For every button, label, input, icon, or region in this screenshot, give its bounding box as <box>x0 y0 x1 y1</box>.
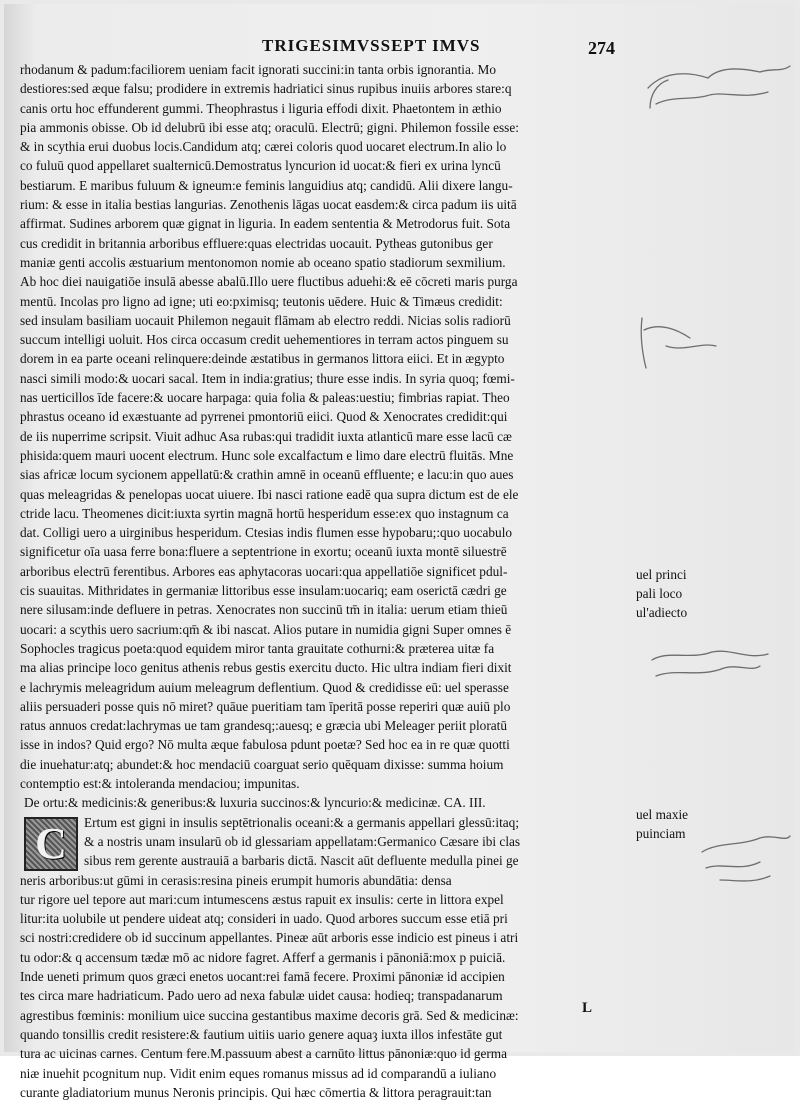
text-line: bestiarum. E maribus fuluum & igneum:e feminis languidius atq; candidū. Alii dixere langu- <box>20 177 513 193</box>
text-line: affirmat. Sudines arborem quæ gignat in liguria. In eadem sententia & Metrodorus fuit. Sota <box>20 216 511 232</box>
drop-cap-initial: C <box>24 817 78 871</box>
text-line: sci nostri:credidere ob id succinum appellantes. Pineæ aūt arboris esse indicio est pineus i atri <box>20 930 519 946</box>
margin-note-line: uel princi <box>636 567 687 582</box>
text-line: phisida:quem mauri uocent electrum. Hunc sole excalfactum e limo dare electrū fluitās. Mne <box>20 447 514 463</box>
text-line: curante gladiatorium munus Neronis principis. Qui hæc cōmertia & littora peragrauit:tan <box>20 1084 492 1100</box>
text-line: destiores:sed æque falsu; prodidere in extremis hadriatici sinus rupibus inuiis arbores stare:q <box>20 81 512 97</box>
text-line: cis suauitas. Mithridates in germaniæ littoribus esse insulam:uocariq; eam oserictā cædri ge <box>20 583 507 599</box>
text-line: rhodanum & padum:faciliorem ueniam facit ignorati succini:in tanta orbis ignorantia. Mo <box>20 62 496 77</box>
text-line: contemptio est:& intoleranda mendaciou; impunitas. <box>20 775 300 791</box>
handwritten-note-lower <box>652 651 768 676</box>
text-line: sibus rem gerente austrauiā a barbaris dictā. Nascit aūt defluente medulla pinei ge <box>84 853 519 869</box>
text-line: maniæ genti accolis æstuarium mentonomon nomie ab oceano spatio stadiorum sexmilium. <box>20 254 506 270</box>
text-line: uocari: a scythis uero sacrium:qm̄ & ibi nascat. Alios putare in numidia gigni Super omnes ē <box>20 621 512 637</box>
text-line: Ab hoc diei nauigatiōe insulā abesse abalū.Illo uere fluctibus aduehi:& eē cōcreti maris purga <box>20 274 518 290</box>
text-line: de iis nuperrime scripsit. Viuit adhuc Asa rubas:qui tradidit iuxta atlanticū mare esse lacū cæ <box>20 428 512 444</box>
text-line: tur rigore uel tepore aut mari:cum intumescens æstus rapuit ex insulis: certe in littora expel <box>20 891 504 907</box>
chapter-heading: De ortu:& medicinis:& generibus:& luxuria succinos:& lyncurio:& medicinæ. CA. III. <box>24 795 486 811</box>
text-line: succum intelligi uoluit. Hos circa occasum credit uehementiores in terram actos pinguem su <box>20 332 509 348</box>
text-line: ctride lacu. Theomenes dicit:iuxta syrtin magnā hortū hesperidum esse:ex quo instagnum ca <box>20 505 509 521</box>
text-line: die inuehatur:atq; abundet:& hoc mendaciū coarguat serio quēquam dixisse: summa hoium <box>20 756 504 772</box>
text-line: dat. Colligi uero a uirginibus hesperidum. Ctesias indis flumen esse hypobaru;:quo uocabulo <box>20 525 513 541</box>
margin-note-line: pali loco <box>636 586 683 601</box>
handwritten-note-middle <box>641 318 716 368</box>
text-line: isse in indos? Quid ergo? Nō multa æque fabulosa pdunt poetæ? Sed hoc ea in re quæ quotti <box>20 737 510 753</box>
text-line: mentū. Incolas pro ligno ad igne; uti eo:pximisq; teutonis uēdere. Huic & Timæus credidit: <box>20 293 503 309</box>
text-line: agrestibus fœminis: monilium uice succina gestantibus maxime decoris grā. Sed & medicinæ: <box>20 1007 519 1023</box>
running-title: TRIGESIMVSSEPT IMVS <box>262 36 481 55</box>
text-line: tes circa mare hadriaticum. Pado uero ad nexa fabulæ uidet causa: hodieq; transpadanarum <box>20 988 503 1004</box>
text-line: nas uerticillos īde facere:& uocare harpaga: quia folia & paleas:uestiu; fimbrias rapiat. Theo <box>20 390 510 406</box>
margin-note-line: puinciam <box>636 826 686 841</box>
handwritten-note-top <box>648 66 790 108</box>
text-line: nere silusam:inde defluere in petras. Xenocrates non succinū tm̄ in italia: uerum etiam thieū <box>20 602 508 618</box>
text-line: quas meleagridas & penelopas uocat uiuere. Ibi nasci ratione eadē qua supra dictum est de ele <box>20 486 519 502</box>
text-line: pia ammonis obisse. Ob id delubrū ibi esse atq; oraculū. Electrū; gigni. Philemon fossile esse: <box>20 119 519 135</box>
text-line: arboribus electrū ferentibus. Arbores eas aphytacoras uocari:qua appellatiōe significet pdul- <box>20 563 508 579</box>
text-line: cus credidit in britannia arboribus effluere:quas electridas uocauit. Pytheas gutonibus ger <box>20 235 493 251</box>
text-line: sed insulam basiliam uocauit Philemon negauit flāmam ab electro reddi. Nicias solis radiorū <box>20 312 511 328</box>
text-line: & in scythia erui duobus locis.Candidum atq; cærei coloris quod uocaret electrum.In alio lo <box>20 139 507 155</box>
text-line: quando tonsillis credit resistere:& fautium uitiis uario genere aquaȝ iuxta illos infestāte gut <box>20 1026 503 1042</box>
handwritten-note-bottom <box>702 836 790 881</box>
text-line: phrastus oceano id exæstuante ad pyrrenei pmontoriū eiici. Quod & Xenocrates credidit:qui <box>20 409 508 425</box>
folio-number: 274 <box>588 38 615 58</box>
text-line: ma alias principe loco genitus athenis rebus gestis exercitu ducto. Hic ultra indiam fieri dixit <box>20 660 512 676</box>
text-line: Ertum est gigni in insulis septētrionalis oceani:& a germanis appellari glessū:itaq; <box>84 814 520 830</box>
text-line: rium: & esse in italia bestias langurias. Zenothenis lāgas uocat easdem:& circa padum iis uitā <box>20 197 517 213</box>
text-line: & a nostris unam insularū ob id glessariam appellatam:Germanico Cæsare ibi clas <box>84 833 521 849</box>
text-line: nasci simili modo:& uocari sacal. Item in india:gratius; thure esse indis. In syria quoq; fœmi- <box>20 370 515 386</box>
catchword: L <box>582 1000 593 1016</box>
text-line: sias africæ locum sycionem appellatū:& crathin amnē in oceanū effluente; e lacu:in quo aues <box>20 467 514 483</box>
margin-note-line: ul'adiecto <box>636 605 688 620</box>
text-line: e lachrymis meleagridum auium meleagrum deflentium. Quod & credidisse eū: uel sperasse <box>20 679 509 695</box>
text-line: tu odor:& q accensum tædæ mō ac nidore fagret. Afferf a germanis i pānoniā:mox p puiciā. <box>20 949 506 965</box>
text-line: litur:ita uolubile ut pendere uideat atq; consideri in uado. Quod arbores succum esse etiā pri <box>20 911 508 927</box>
text-line: tura ac uicinas carnes. Centum fere.M.passuum abest a carnūto littus pānoniæ:quo id germa <box>20 1046 508 1062</box>
margin-note-line: uel maxie <box>636 807 689 822</box>
text-line: aliis persuaderi posse quis nō miret? quāue pueritiam tam īperitā posse reperiri quæ auiū plo <box>20 698 511 714</box>
text-line: dorem in ea parte oceani relinquere:deinde æstatibus in germanos littora eiici. Et in ægypto <box>20 351 505 367</box>
text-line: canis ortu hoc effunderent gummi. Theophrastus i liguria effodi dixit. Phaetontem in æthio <box>20 100 502 116</box>
text-line: significetur oīa uasa ferre bona:fluere a septentrione in exortu; oceanū iuxta montē siluestrē <box>20 544 507 560</box>
text-line: neris arboribus:ut gūmi in cerasis:resina pineis erumpit humoris abundātia: densa <box>20 872 452 888</box>
text-line: ratus annuos credat:lachrymas ue tam grandesq;:auesq; e græcia ubi Meleager periit ploratū <box>20 718 508 734</box>
text-line: co fuluū quod appellaret sualternicū.Demostratus lyncurion id uocat:& fieri ex urina lyncū <box>20 158 501 174</box>
text-line: Sophocles tragicus poeta:quod equidem miror tanta grauitate cothurni:& præterea uitæ fa <box>20 640 495 656</box>
text-line: niæ inuehit pcognitum nup. Vidit enim eques romanus missus ad id comparandū a iuliano <box>20 1065 497 1081</box>
text-line: Inde ueneti primum quos græci enetos uocant:rei famā fecere. Proximi pānoniæ id accipien <box>20 969 505 985</box>
